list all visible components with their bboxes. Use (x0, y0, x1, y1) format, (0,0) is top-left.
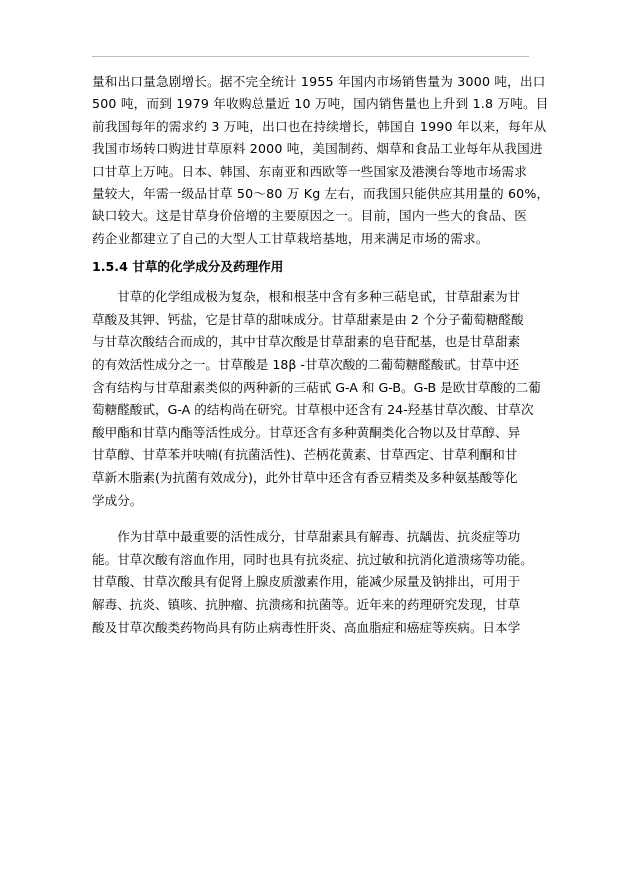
paragraph-pharmacological-effects (92, 526, 532, 639)
section-heading: 1.5.4 甘草的化学成分及药理作用 (92, 259, 284, 275)
text-line: 甘草酸、甘草次酸具有促肾上腺皮质激素作用，能减少尿量及钠排出，可用于 (92, 574, 521, 590)
text-line: 与甘草次酸结合而成的，其中甘草次酸是甘草甜素的皂苷配基，也是甘草甜素 (92, 334, 521, 350)
text-line: 酸及甘草次酸类药物尚具有防止病毒性肝炎、高血脂症和癌症等疾病。日本学 (92, 619, 521, 635)
text-line: 药企业都建立了自己的大型人工甘草栽培基地，用来满足市场的需求。 (92, 230, 489, 246)
text-line: 作为甘草中最重要的活性成分，甘草甜素具有解毒、抗龋齿、抗炎症等功 (92, 529, 521, 545)
text-line: 萄糖醛酸甙，G-A 的结构尚在研究。甘草根中还含有 24-羟基甘草次酸、甘草次 (92, 402, 534, 418)
text-line: 前我国每年的需求约 3 万吨，出口也在持续增长，韩国自 1990 年以来，每年从 (92, 118, 547, 134)
text-line: 量和出口量急剧增长。据不完全统计 1955 年国内市场销售量为 3000 吨，出口 (92, 74, 546, 89)
text-line: 解毒、抗炎、镇咳、抗肿瘤、抗溃疡和抗菌等。近年来的药理研究发现，甘草 (92, 596, 521, 612)
text-line: 缺口较大。这是甘草身价倍增的主要原因之一。目前，国内一些大的食品、医 (92, 208, 527, 224)
paragraph-market-demand (92, 71, 550, 250)
text-line: 含有结构与甘草甜素类似的两种新的三萜甙 G-A 和 G-B。G-B 是欧甘草酸的二葡 (92, 379, 541, 395)
paragraph-chemical-composition (92, 286, 541, 512)
text-line: 草新木脂素(为抗菌有效成分)，此外甘草中还含有香豆精类及多种氨基酸等化 (92, 470, 518, 485)
text-line: 甘草的化学组成极为复杂，根和根茎中含有多种三萜皂甙，甘草甜素为甘 (92, 289, 521, 305)
text-line: 草酸及其钾、钙盐，它是甘草的甜味成分。甘草甜素是由 2 个分子葡萄糖醛酸 (92, 311, 524, 327)
header-rule (92, 56, 529, 57)
text-line: 能。甘草次酸有溶血作用，同时也具有抗炎症、抗过敏和抗消化道溃疡等功能。 (92, 551, 533, 567)
text-line: 我国市场转口购进甘草原料 2000 吨，美国制药、烟草和食品工业每年从我国进 (92, 141, 543, 157)
text-line: 学成分。 (92, 492, 143, 508)
text-line: 口甘草上万吨。日本、韩国、东南亚和西欧等一些国家及港澳台等地市场需求 (92, 163, 527, 179)
text-line: 酸甲酯和甘草内酯等活性成分。甘草还含有多种黄酮类化合物以及甘草醇、异 (92, 424, 521, 440)
text-line: 的有效活性成分之一。甘草酸是 18β -甘草次酸的二葡萄糖醛酸甙。甘草中还 (92, 357, 520, 373)
text-line: 500 吨，而到 1979 年收购总量近 10 万吨，国内销售量也上升到 1.8 万吨。目 (92, 96, 549, 112)
text-line: 甘草醇、甘草苯并呋喃(有抗菌活性)、芒柄花黄素、甘草西定、甘草利酮和甘 (92, 447, 518, 463)
text-line: 量较大，年需一级品甘草 50～80 万 Kg 左右，而我国只能供应其用量的 60%， (92, 186, 550, 202)
document-page (92, 71, 550, 639)
